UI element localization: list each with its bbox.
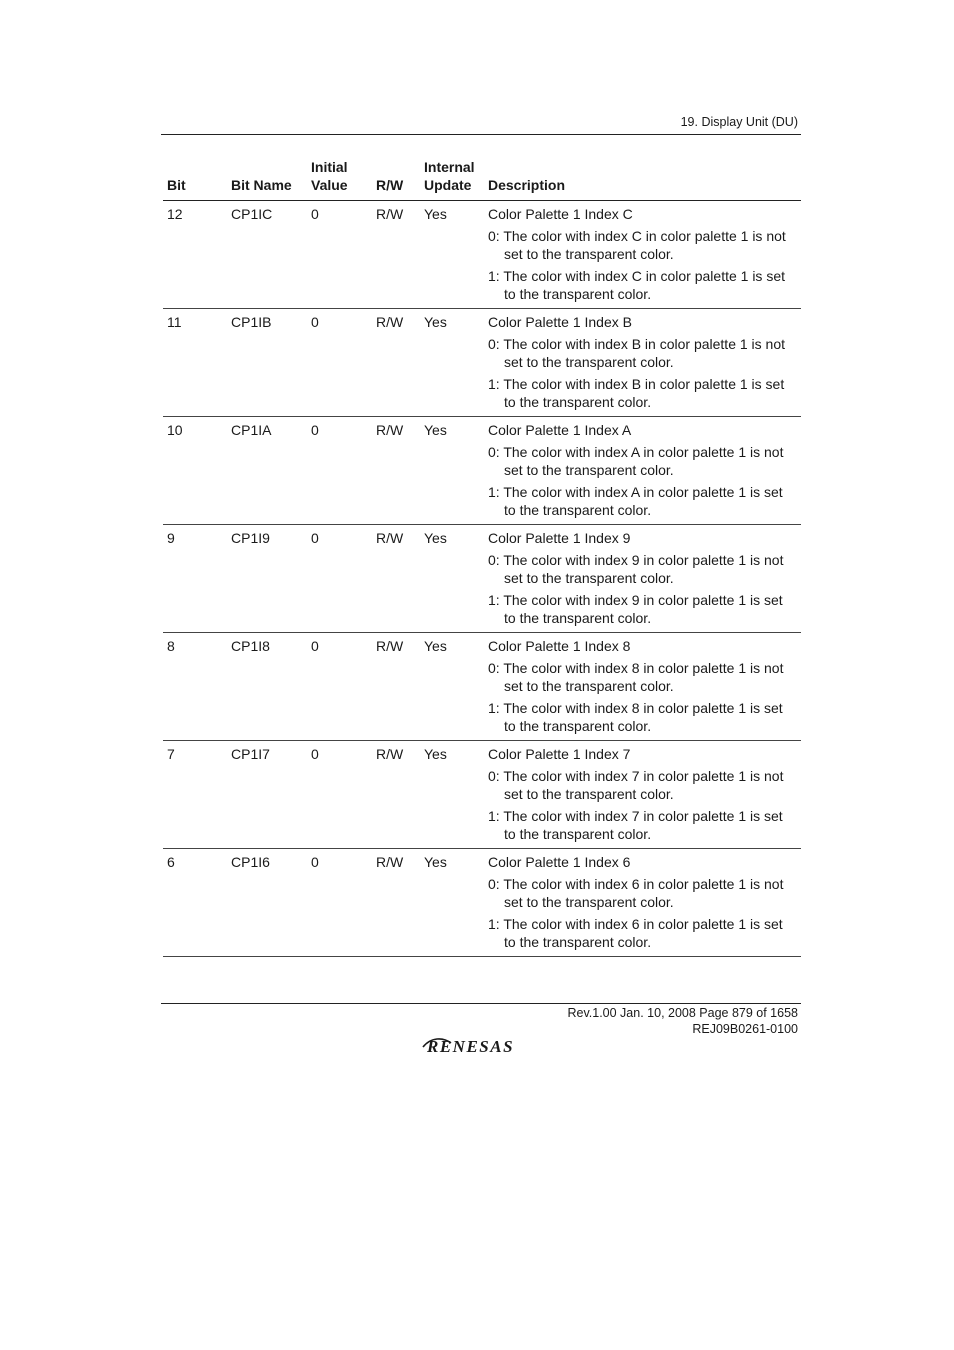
cell-bit: 12 bbox=[163, 201, 227, 309]
cell-description bbox=[484, 417, 801, 525]
description-title: Color Palette 1 Index 9 bbox=[488, 530, 631, 546]
cell-rw: R/W bbox=[372, 525, 420, 633]
cell-bit: 9 bbox=[163, 525, 227, 633]
col-header-initial-line1: Initial bbox=[311, 159, 348, 175]
cell-initial-value: 0 bbox=[307, 849, 372, 957]
description-title: Color Palette 1 Index C bbox=[488, 206, 633, 222]
cell-initial-value: 0 bbox=[307, 633, 372, 741]
header-rule bbox=[161, 134, 801, 135]
cell-bit-name: CP1IB bbox=[227, 309, 307, 417]
description-option-0: 0: The color with index B in color palette 1 is not set to the transparent color. bbox=[488, 336, 786, 370]
description-title: Color Palette 1 Index 6 bbox=[488, 854, 631, 870]
cell-rw: R/W bbox=[372, 849, 420, 957]
cell-bit: 8 bbox=[163, 633, 227, 741]
cell-description bbox=[484, 633, 801, 741]
cell-internal-update: Yes bbox=[420, 633, 484, 741]
cell-initial-value: 0 bbox=[307, 525, 372, 633]
description-title: Color Palette 1 Index 8 bbox=[488, 638, 631, 654]
cell-rw: R/W bbox=[372, 309, 420, 417]
description-title: Color Palette 1 Index 7 bbox=[488, 746, 631, 762]
register-bit-table bbox=[163, 158, 801, 957]
table-header-row bbox=[163, 158, 801, 201]
cell-initial-value: 0 bbox=[307, 309, 372, 417]
table-row bbox=[163, 309, 801, 417]
col-header-initial-value bbox=[307, 158, 372, 201]
cell-internal-update: Yes bbox=[420, 309, 484, 417]
table-row bbox=[163, 525, 801, 633]
col-header-initial-line2: Value bbox=[311, 177, 348, 193]
cell-bit: 7 bbox=[163, 741, 227, 849]
cell-rw: R/W bbox=[372, 417, 420, 525]
renesas-logo-graphic bbox=[421, 1034, 541, 1056]
table-row bbox=[163, 633, 801, 741]
cell-internal-update: Yes bbox=[420, 525, 484, 633]
page-footer bbox=[567, 1005, 798, 1037]
cell-initial-value: 0 bbox=[307, 417, 372, 525]
cell-bit: 6 bbox=[163, 849, 227, 957]
table-row bbox=[163, 417, 801, 525]
description-option-0: 0: The color with index 6 in color palette 1 is not set to the transparent color. bbox=[488, 876, 784, 910]
cell-bit-name: CP1I9 bbox=[227, 525, 307, 633]
description-option-1: 1: The color with index A in color palette 1 is set to the transparent color. bbox=[488, 484, 783, 518]
col-header-update-line2: Update bbox=[424, 177, 472, 193]
description-option-0: 0: The color with index 8 in color palette 1 is not set to the transparent color. bbox=[488, 660, 784, 694]
cell-bit-name: CP1I6 bbox=[227, 849, 307, 957]
description-option-1: 1: The color with index 6 in color palette 1 is set to the transparent color. bbox=[488, 916, 783, 950]
cell-initial-value: 0 bbox=[307, 741, 372, 849]
description-option-0: 0: The color with index 9 in color palette 1 is not set to the transparent color. bbox=[488, 552, 784, 586]
description-title: Color Palette 1 Index B bbox=[488, 314, 632, 330]
running-header: 19. Display Unit (DU) bbox=[680, 115, 798, 129]
description-option-1: 1: The color with index C in color palette 1 is set to the transparent color. bbox=[488, 268, 786, 302]
renesas-logo bbox=[421, 1034, 541, 1061]
footer-rule bbox=[161, 1003, 801, 1004]
cell-bit: 10 bbox=[163, 417, 227, 525]
cell-bit-name: CP1IA bbox=[227, 417, 307, 525]
description-option-0: 0: The color with index C in color palette 1 is not set to the transparent color. bbox=[488, 228, 786, 262]
description-option-1: 1: The color with index 7 in color palette 1 is set to the transparent color. bbox=[488, 808, 783, 842]
col-header-description: Description bbox=[484, 158, 801, 201]
cell-description bbox=[484, 741, 801, 849]
cell-bit: 11 bbox=[163, 309, 227, 417]
cell-internal-update: Yes bbox=[420, 849, 484, 957]
cell-description bbox=[484, 309, 801, 417]
cell-bit-name: CP1I8 bbox=[227, 633, 307, 741]
col-header-update-line1: Internal bbox=[424, 159, 475, 175]
cell-internal-update: Yes bbox=[420, 417, 484, 525]
col-header-internal-update bbox=[420, 158, 484, 201]
col-header-bit: Bit bbox=[163, 158, 227, 201]
table-row bbox=[163, 849, 801, 957]
cell-bit-name: CP1IC bbox=[227, 201, 307, 309]
cell-description bbox=[484, 525, 801, 633]
cell-rw: R/W bbox=[372, 633, 420, 741]
description-option-0: 0: The color with index 7 in color palette 1 is not set to the transparent color. bbox=[488, 768, 784, 802]
cell-description bbox=[484, 849, 801, 957]
col-header-rw: R/W bbox=[372, 158, 420, 201]
table-row bbox=[163, 741, 801, 849]
description-title: Color Palette 1 Index A bbox=[488, 422, 632, 438]
document-id: REJ09B0261-0100 bbox=[692, 1022, 798, 1036]
description-option-1: 1: The color with index 9 in color palette 1 is set to the transparent color. bbox=[488, 592, 783, 626]
cell-bit-name: CP1I7 bbox=[227, 741, 307, 849]
cell-rw: R/W bbox=[372, 201, 420, 309]
cell-internal-update: Yes bbox=[420, 741, 484, 849]
cell-description bbox=[484, 201, 801, 309]
cell-internal-update: Yes bbox=[420, 201, 484, 309]
table-row bbox=[163, 201, 801, 309]
description-option-1: 1: The color with index B in color palette 1 is set to the transparent color. bbox=[488, 376, 785, 410]
cell-rw: R/W bbox=[372, 741, 420, 849]
col-header-bit-name: Bit Name bbox=[227, 158, 307, 201]
logo-wordmark: RENESAS bbox=[427, 1037, 515, 1056]
description-option-0: 0: The color with index A in color palette 1 is not set to the transparent color. bbox=[488, 444, 784, 478]
description-option-1: 1: The color with index 8 in color palette 1 is set to the transparent color. bbox=[488, 700, 783, 734]
cell-initial-value: 0 bbox=[307, 201, 372, 309]
revision-info: Rev.1.00 Jan. 10, 2008 Page 879 of 1658 bbox=[567, 1006, 798, 1020]
